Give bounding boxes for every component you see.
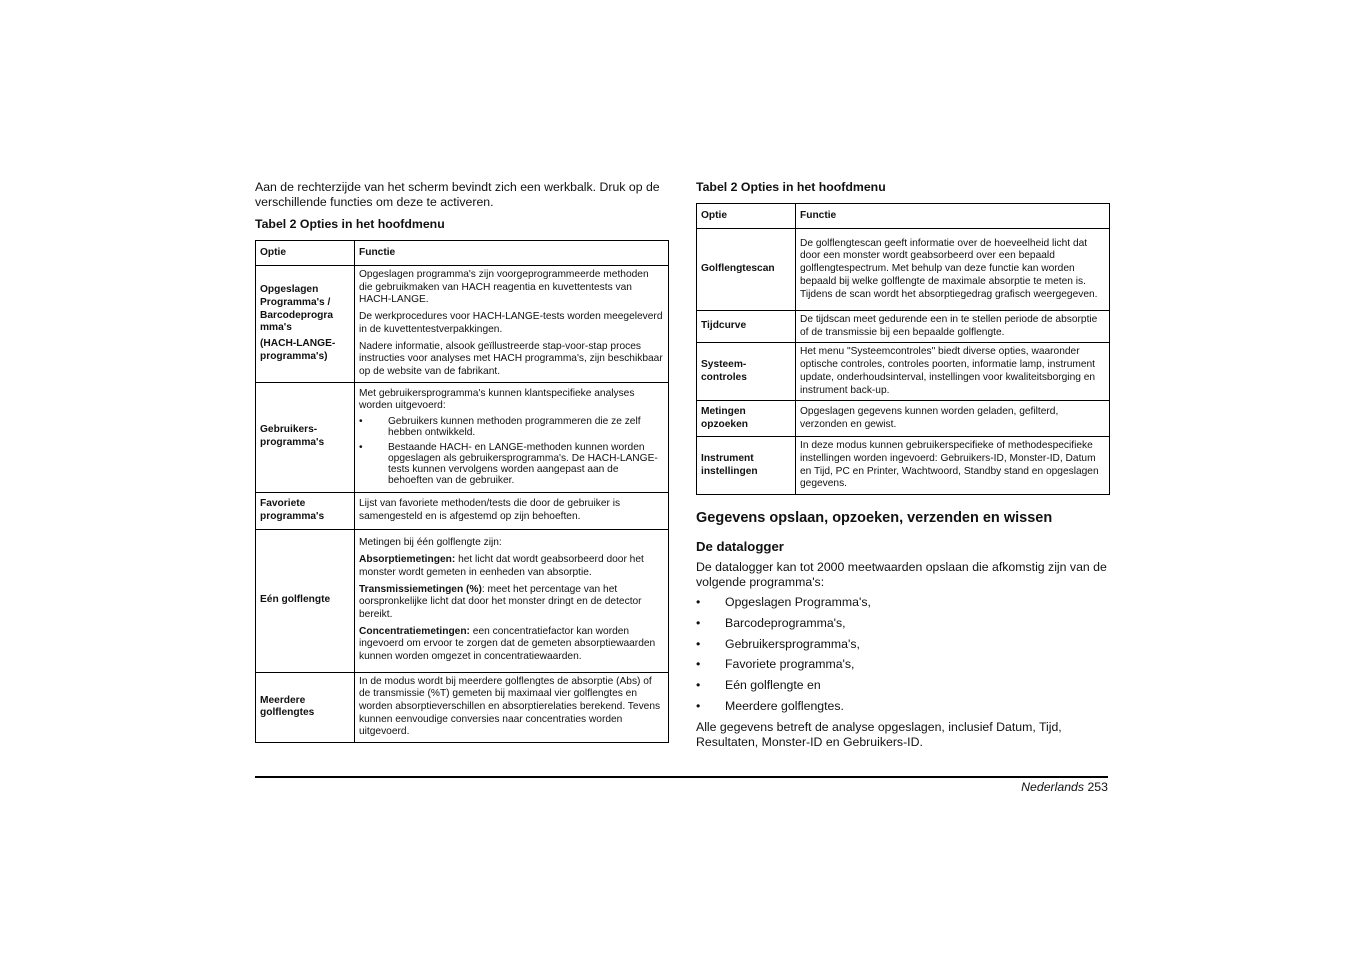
table-row [256, 529, 669, 672]
header-option: Optie [697, 204, 796, 229]
list-item: • Favoriete programma's, [696, 654, 871, 675]
row-function [355, 266, 669, 383]
row-paragraph: Met gebruikersprogramma's kunnen klantspecifieke analyses worden uitgevoerd: [359, 387, 635, 412]
table-row [697, 311, 1110, 343]
row-name: Golflengtescan [697, 229, 796, 311]
intro-text: Aan de rechterzijde van het scherm bevindt zich een werkbalk. Druk op de verschillende functies om deze te activeren. [255, 180, 660, 210]
footer-rule [255, 776, 1108, 778]
row-function: De golflengtescan geeft informatie over de hoeveelheid licht dat door een monster wordt geabsorbeerd over een bepaald golflengtespectrum. Met behulp van deze functie kan worden bepaald bij welke golflengte de maximale absorptie te meten is. Tijdens de scan wordt het absorptiegedrag grafisch weergegeven. [796, 229, 1110, 311]
row-paragraph: Absorptiemetingen: het licht dat wordt geabsorbeerd door het monster wordt gemeten in eenheden van absorptie. [359, 554, 644, 578]
row-name: Systeem- controles [697, 343, 796, 401]
header-function: Functie [796, 204, 1110, 229]
list-item: • Meerdere golflengtes. [696, 696, 871, 717]
bullet-list [359, 416, 664, 487]
row-name: Eén golflengte [256, 529, 355, 672]
row-paragraph: De werkprocedures voor HACH-LANGE-tests worden meegeleverd in de kuvettentestverpakkingen. [359, 311, 663, 335]
row-name: Meerdere golflengtes [256, 672, 355, 743]
table-header-row [697, 204, 1110, 229]
row-function [355, 382, 669, 492]
row-function [355, 529, 669, 672]
row-name: Tijdcurve [697, 311, 796, 343]
table-row [697, 437, 1110, 495]
row-name: Opgeslagen Programma's / Barcodeprogra mma's (HACH-LANGE- programma's) [256, 266, 355, 383]
options-table [255, 240, 669, 743]
list-item: • Bestaande HACH- en LANGE-methoden kunnen worden opgeslagen als gebruikersprogramma's. De HACH-LANGE-tests kunnen vervolgens worden aangepast aan de behoeften van de gebruiker. [359, 442, 664, 487]
row-paragraph: Transmissiemetingen (%): meet het percentage van het oorspronkelijke licht dat door het monster dringt en de detector bereikt. [359, 583, 642, 620]
options-table [696, 203, 1110, 495]
page-number: 253 [1087, 780, 1108, 794]
row-name: Metingen opzoeken [697, 401, 796, 437]
program-list [696, 592, 871, 717]
header-option: Optie [256, 241, 355, 266]
table-row [697, 229, 1110, 311]
body-paragraph: De datalogger kan tot 2000 meetwaarden opslaan die afkomstig zijn van de volgende programma's: [696, 560, 1107, 589]
table-row [256, 382, 669, 492]
table-row [697, 343, 1110, 401]
row-paragraph: Metingen bij één golflengte zijn: [359, 537, 502, 549]
row-function: De tijdscan meet gedurende een in te stellen periode de absorptie of de transmissie bij een bepaalde golflengte. [796, 311, 1110, 343]
row-function: Lijst van favoriete methoden/tests die door de gebruiker is samengesteld en is afgestemd op zijn behoeften. [355, 492, 669, 529]
list-item: • Eén golflengte en [696, 675, 871, 696]
row-function: Opgeslagen gegevens kunnen worden geladen, gefilterd, verzonden en gewist. [796, 401, 1110, 437]
table-row [256, 266, 669, 383]
table-header-row [256, 241, 669, 266]
header-function: Functie [355, 241, 669, 266]
row-name: Favoriete programma's [256, 492, 355, 529]
row-name: Gebruikers- programma's [256, 382, 355, 492]
list-item: • Gebruikersprogramma's, [696, 634, 871, 655]
list-item: • Barcodeprogramma's, [696, 613, 871, 634]
table-row [697, 401, 1110, 437]
table-caption: Tabel 2 Opties in het hoofdmenu [696, 180, 886, 194]
footer-language: Nederlands [1021, 780, 1085, 794]
row-name: Instrument instellingen [697, 437, 796, 495]
table-caption: Tabel 2 Opties in het hoofdmenu [255, 217, 445, 231]
list-item: • Opgeslagen Programma's, [696, 592, 871, 613]
row-paragraph: Nadere informatie, alsook geïllustreerde stap-voor-stap proces instructies voor analyses met HACH programma's, zijn beschikbaar op de website van de fabrikant. [359, 340, 663, 377]
row-function: Het menu "Systeemcontroles" biedt diverse opties, waaronder optische controles, controles poorten, informatie lamp, instrument update, onderhoudsinterval, instellingen voor kwaliteitsborging en instrument back-up. [796, 343, 1110, 401]
page-footer [1021, 780, 1108, 794]
row-function: In de modus wordt bij meerdere golflengtes de absorptie (Abs) of de transmissie (%T) gemeten bij maximaal vier golflengtes en worden absorptieverschillen en absorptierelaties berekend. Tevens kunnen eenvoudige conversies naar concentraties worden uitgevoerd. [355, 672, 669, 743]
row-paragraph: Concentratiemetingen: een concentratiefactor kan worden ingevoerd om ervoor te zorgen dat de gemeten absorptiewaarden kunnen worden omgezet in concentratiewaarden. [359, 625, 656, 663]
list-item: • Gebruikers kunnen methoden programmeren die ze zelf hebben ontwikkeld. [359, 416, 664, 439]
body-paragraph: Alle gegevens betreft de analyse opgeslagen, inclusief Datum, Tijd, Resultaten, Monster-ID en Gebruikers-ID. [696, 720, 1062, 749]
section-heading: Gegevens opslaan, opzoeken, verzenden en wissen [696, 510, 1053, 526]
table-row [256, 492, 669, 529]
row-function: In deze modus kunnen gebruikerspecifieke of methodespecifieke instellingen worden ingevoerd: Gebruikers-ID, Monster-ID, Datum en Tijd, PC en Printer, Wachtwoord, Standby stand en opgeslagen gegevens. [796, 437, 1110, 495]
row-paragraph: Opgeslagen programma's zijn voorgeprogrammeerde methoden die gebruikmaken van HACH reagentia en kuvettentests van HACH-LANGE. [359, 269, 649, 306]
table-row [256, 672, 669, 743]
subheading: De datalogger [696, 539, 784, 554]
